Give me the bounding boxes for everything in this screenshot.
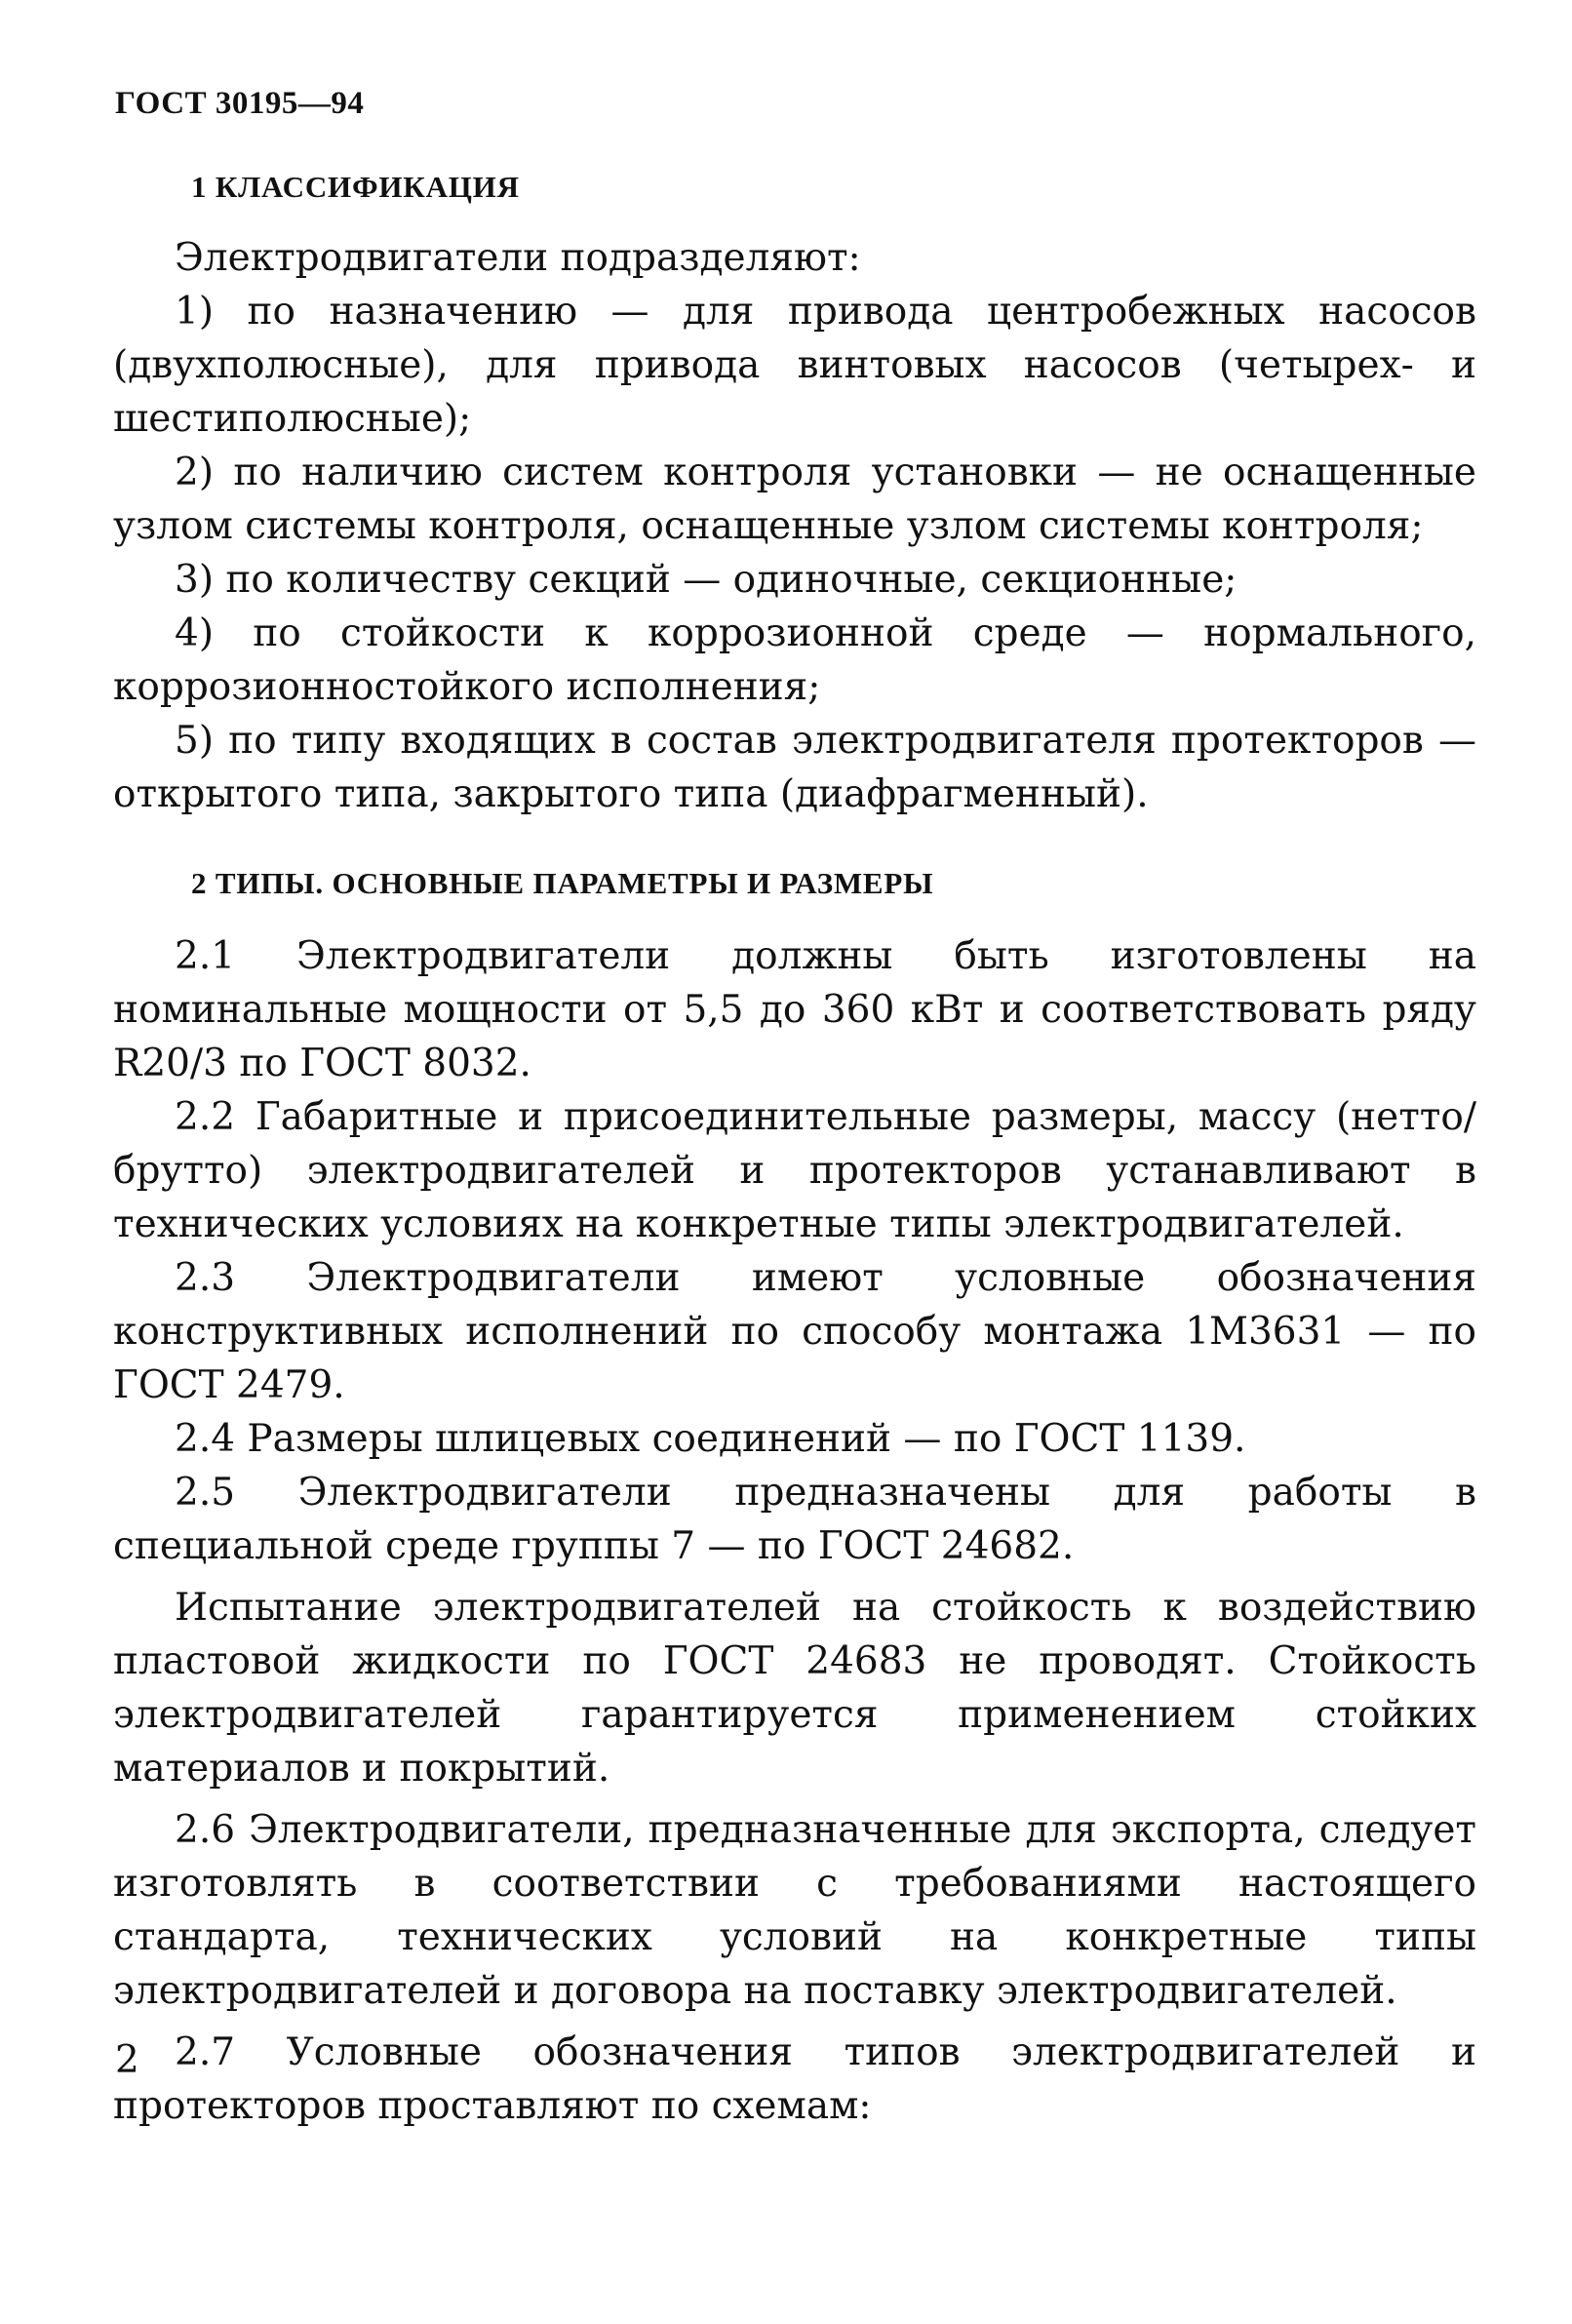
document-code: ГОСТ 30195—94 — [115, 86, 365, 121]
section-2-heading: 2 ТИПЫ. ОСНОВНЫЕ ПАРАМЕТРЫ И РАЗМЕРЫ — [191, 866, 934, 900]
section-1-heading: 1 КЛАССИФИКАЦИЯ — [191, 170, 520, 204]
paragraph-2-1: 2.1 Электродвигатели должны быть изготовлены на номинальные мощности от 5,5 до 360 кВт и соответствовать ряду R20/3 по ГОСТ 8032. — [113, 934, 1476, 1085]
paragraph-2-4: 2.4 Размеры шлицевых соединений — по ГОСТ 1139. — [175, 1417, 1246, 1461]
section-1-intro: Электродвигатели подразделяют: — [175, 236, 861, 280]
classification-item-2: 2) по наличию систем контроля установки — не оснащенные узлом системы контроля, оснащенные узлом системы контроля; — [113, 451, 1476, 548]
paragraph-2-2: 2.2 Габаритные и присоединительные размеры, массу (нетто/брутто) электродвигателей и протекторов устанавливают в технических условиях на конкретные типы электродвигателей. — [113, 1095, 1476, 1246]
classification-item-5: 5) по типу входящих в состав электродвигателя протекторов — открытого типа, закрытого типа (диафрагменный). — [113, 719, 1476, 816]
paragraph-2-7: 2.7 Условные обозначения типов электродвигателей и протекторов проставляют по схемам: — [113, 2030, 1476, 2128]
paragraph-2-3: 2.3 Электродвигатели имеют условные обозначения конструктивных исполнений по способу монтажа 1М3631 — по ГОСТ 2479. — [113, 1256, 1476, 1407]
section-1-body — [113, 231, 1476, 821]
page-number: 2 — [115, 2038, 139, 2082]
classification-item-3: 3) по количеству секций — одиночные, секционные; — [175, 558, 1238, 602]
classification-item-1: 1) по назначению — для привода центробежных насосов (двухполюсные), для привода винтовых насосов (четырех- и шестиполюсные); — [113, 290, 1476, 441]
paragraph-2-5: 2.5 Электродвигатели предназначены для работы в специальной среде группы 7 — по ГОСТ 24682. — [113, 1471, 1476, 1568]
section-2-body — [113, 929, 1476, 2133]
classification-item-4: 4) по стойкости к коррозионной среде — нормального, коррозионностойкого исполнения; — [113, 611, 1476, 709]
paragraph-2-6: 2.6 Электродвигатели, предназначенные для экспорта, следует изготовлять в соответствии с требованиями настоящего стандарта, технических условий на конкретные типы электродвигателей и договора на поставку электродвигателей. — [113, 1808, 1476, 2013]
paragraph-2-5-note: Испытание электродвигателей на стойкость к воздействию пластовой жидкости по ГОСТ 24683 не проводят. Стойкость электродвигателей гарантируется применением стойких материалов и покрытий. — [113, 1586, 1476, 1791]
